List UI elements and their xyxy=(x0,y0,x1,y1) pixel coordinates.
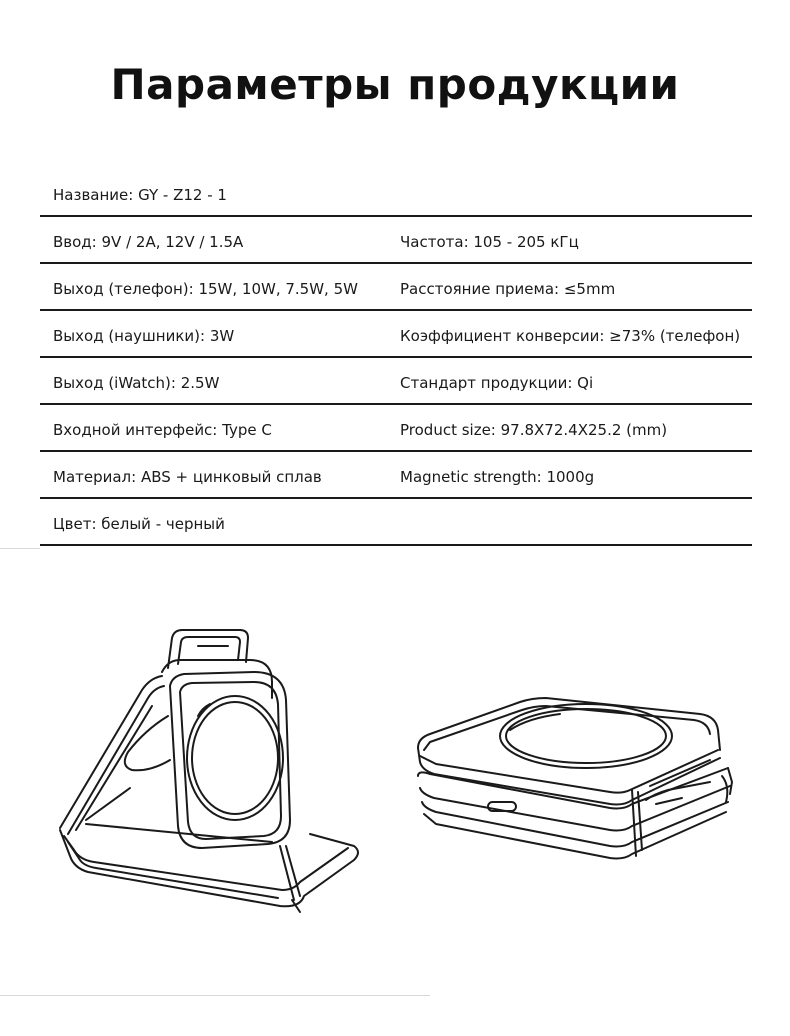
spec-input-interface: Входной интерфейс: Type C xyxy=(53,421,272,439)
spec-magnetic-strength: Magnetic strength: 1000g xyxy=(400,468,595,486)
spec-receive-distance: Расстояние приема: ≤5mm xyxy=(400,280,616,298)
spec-row xyxy=(40,499,752,546)
spec-row xyxy=(40,311,752,358)
spec-product-size: Product size: 97.8X72.4X25.2 (mm) xyxy=(400,421,668,439)
spec-row xyxy=(40,217,752,264)
folded-charger-illustration xyxy=(410,690,740,870)
spec-standard: Стандарт продукции: Qi xyxy=(400,374,594,392)
spec-material: Материал: ABS + цинковый сплав xyxy=(53,468,322,486)
spec-output-phone: Выход (телефон): 15W, 10W, 7.5W, 5W xyxy=(53,280,358,298)
spec-output-iwatch: Выход (iWatch): 2.5W xyxy=(53,374,220,392)
spec-row xyxy=(40,452,752,499)
spec-frequency: Частота: 105 - 205 кГц xyxy=(400,233,579,251)
page-title: Параметры продукции xyxy=(110,60,680,109)
divider xyxy=(0,548,40,549)
spec-table xyxy=(40,170,752,546)
spec-model-name: Название: GY - Z12 - 1 xyxy=(53,186,227,204)
spec-row xyxy=(40,358,752,405)
divider xyxy=(0,995,430,996)
spec-conversion-ratio: Коэффициент конверсии: ≥73% (телефон) xyxy=(400,327,741,345)
spec-input: Ввод: 9V / 2A, 12V / 1.5A xyxy=(53,233,244,251)
spec-color: Цвет: белый - черный xyxy=(53,515,225,533)
charger-stand-illustration xyxy=(50,620,370,920)
spec-row xyxy=(40,405,752,452)
spec-row xyxy=(40,264,752,311)
spec-row xyxy=(40,170,752,217)
spec-output-earphones: Выход (наушники): 3W xyxy=(53,327,235,345)
